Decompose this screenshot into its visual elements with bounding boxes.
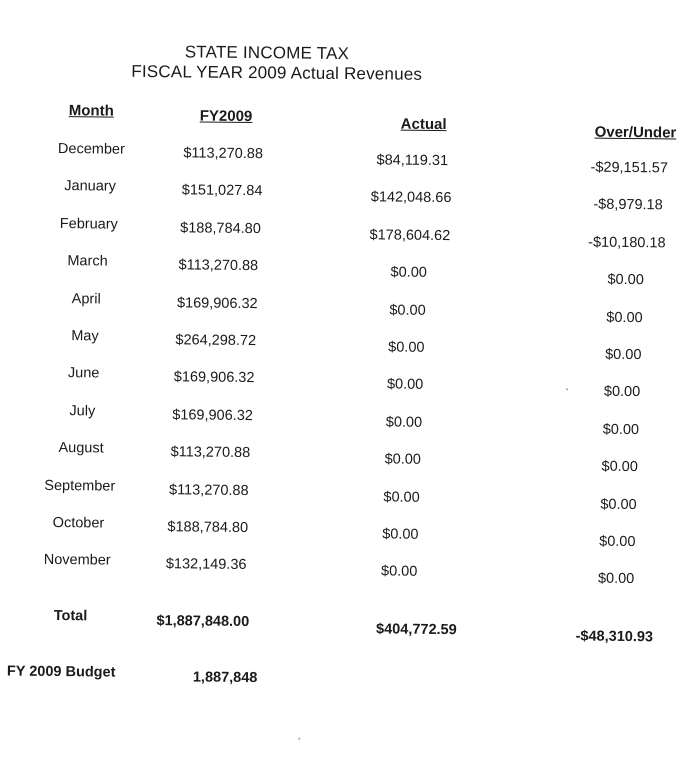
row-month: December xyxy=(57,141,125,158)
row-actual: $0.00 xyxy=(385,414,423,431)
scan-speck xyxy=(298,738,300,740)
row-month: March xyxy=(67,253,108,270)
document-subtitle: FISCAL YEAR 2009 Actual Revenues xyxy=(131,61,423,84)
row-month: August xyxy=(58,440,104,457)
row-month: June xyxy=(67,365,100,382)
row-actual: $178,604.62 xyxy=(369,227,451,244)
row-fy2009: $113,270.88 xyxy=(170,444,251,462)
row-over-under: $0.00 xyxy=(605,346,642,364)
row-fy2009: $188,784.80 xyxy=(167,519,249,537)
row-actual: $0.00 xyxy=(382,526,419,543)
header-month: Month xyxy=(68,102,114,120)
row-actual: $0.00 xyxy=(389,302,426,319)
row-fy2009: $188,784.80 xyxy=(180,220,261,237)
row-fy2009: $169,906.32 xyxy=(173,369,255,387)
row-over-under: $0.00 xyxy=(600,496,637,513)
row-month: May xyxy=(71,328,99,345)
row-month: November xyxy=(43,552,111,569)
budget-label: FY 2009 Budget xyxy=(6,663,116,681)
row-month: April xyxy=(71,290,101,308)
budget-value: 1,887,848 xyxy=(192,669,258,687)
row-over-under: $0.00 xyxy=(597,571,635,588)
row-actual: $0.00 xyxy=(390,264,427,282)
row-fy2009: $113,270.88 xyxy=(178,257,259,275)
row-over-under: $0.00 xyxy=(607,271,644,289)
row-over-under: $0.00 xyxy=(603,384,641,401)
row-month: July xyxy=(69,402,96,420)
header-fy2009: FY2009 xyxy=(199,107,253,126)
total-over-under: -$48,310.93 xyxy=(575,628,654,646)
row-fy2009: $132,149.36 xyxy=(165,556,247,574)
document-title: STATE INCOME TAX xyxy=(184,42,350,64)
row-over-under: $0.00 xyxy=(606,309,643,326)
row-fy2009: $113,270.88 xyxy=(168,481,249,499)
row-month: February xyxy=(59,215,118,233)
row-actual: $0.00 xyxy=(384,451,422,469)
row-fy2009: $169,906.32 xyxy=(172,407,253,424)
row-fy2009: $169,906.32 xyxy=(176,294,258,312)
row-month: January xyxy=(64,178,117,196)
row-actual: $84,119.31 xyxy=(376,152,449,170)
row-month: October xyxy=(52,514,105,532)
row-fy2009: $113,270.88 xyxy=(183,145,264,163)
total-fy2009: $1,887,848.00 xyxy=(156,613,250,631)
row-actual: $142,048.66 xyxy=(370,189,452,207)
header-actual: Actual xyxy=(400,115,447,134)
row-actual: $0.00 xyxy=(383,489,420,506)
scan-speck xyxy=(566,388,568,390)
row-over-under: -$10,180.18 xyxy=(588,234,666,252)
total-actual: $404,772.59 xyxy=(375,621,457,639)
row-month: September xyxy=(44,477,116,495)
row-over-under: -$29,151.57 xyxy=(590,159,669,177)
header-over-under: Over/Under xyxy=(594,123,677,142)
total-label: Total xyxy=(53,608,88,625)
row-fy2009: $151,027.84 xyxy=(181,182,263,200)
row-over-under: $0.00 xyxy=(601,458,638,476)
row-over-under: -$8,979.18 xyxy=(593,197,663,214)
row-fy2009: $264,298.72 xyxy=(175,332,257,350)
row-actual: $0.00 xyxy=(380,563,418,581)
row-over-under: $0.00 xyxy=(602,421,640,438)
row-actual: $0.00 xyxy=(386,376,424,394)
row-actual: $0.00 xyxy=(388,339,425,356)
row-over-under: $0.00 xyxy=(599,533,636,551)
